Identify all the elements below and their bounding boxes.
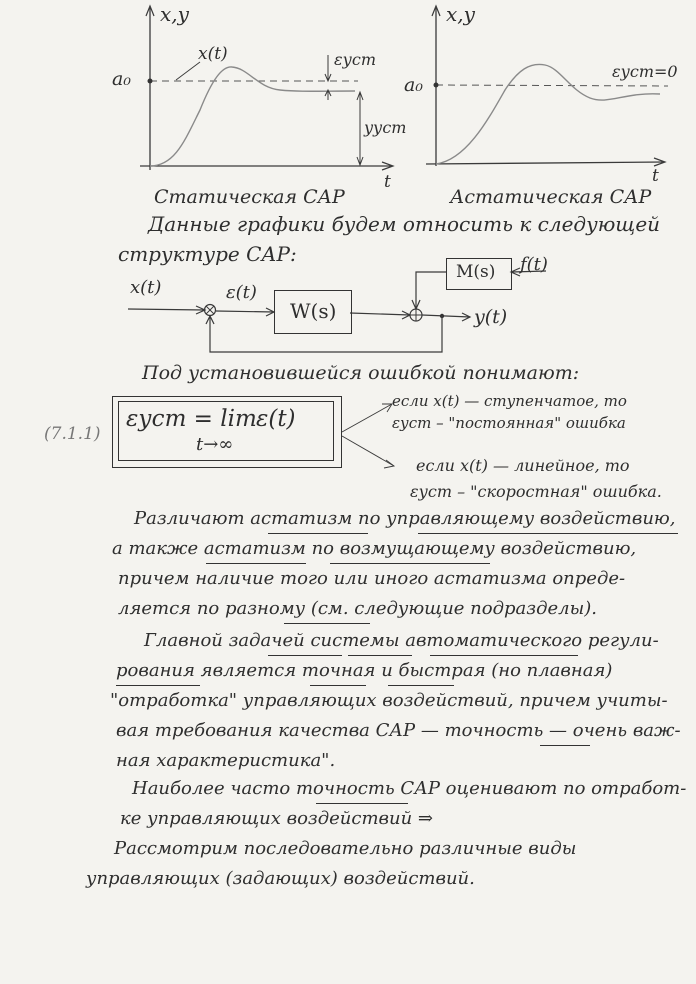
formula-rhs: ε(t) [256,406,296,432]
p2-line-4: вая требования качества САР — точность — очень важ- [116,720,681,741]
left-graph [140,6,393,170]
left-axis-y-label: x,y [160,2,189,26]
right-eps-label: εуст=0 [612,62,678,81]
left-axis-x-label: t [384,172,391,192]
disturbance-label: f(t) [520,254,548,275]
underline-automatic [430,655,578,656]
underline-precise [310,685,366,686]
intro-line-2: структуре САР: [118,242,297,266]
underline-accuracy [316,803,408,804]
left-eps-label: εуст [334,50,376,69]
output-label: y(t) [474,306,508,328]
underline-differently [284,623,370,624]
underline-disturbance [330,563,490,564]
equation-number: (7.1.1) [44,424,101,444]
left-caption: Статическая САР [154,186,345,208]
right-x-axis [426,162,664,164]
w-block-label: W(s) [290,299,337,323]
case1-line-1: если x(t) — ступенчатое, то [392,392,627,410]
underline-very [540,745,590,746]
underline-astatism-2 [206,563,306,564]
steady-error-intro: Под установившейся ошибкой понимают: [142,362,580,384]
w-output-line [350,313,410,315]
output-line [422,315,470,317]
left-a0-point [148,79,153,84]
right-axis-x-label: t [652,166,659,186]
p4-line-1: Рассмотрим последовательно различные виды [114,838,577,859]
case2-line-1: если x(t) — линейное, то [416,456,630,475]
error-line [216,311,274,312]
pointer-case1 [342,404,392,432]
p1-line-2: а также астатизм по возмущающему воздействию, [112,538,637,559]
intro-line-1: Данные графики будем относить к следующей [148,212,661,236]
p2-line-3: "отработка" управляющих воздействий, причем учиты- [110,690,668,711]
right-caption: Астатическая САР [450,186,652,208]
left-curve-label: x(t) [198,44,228,64]
right-a0-dashed-line [436,85,668,86]
input-label: x(t) [130,277,162,298]
left-a0-label: a₀ [112,68,131,90]
right-axis-y-label: x,y [446,2,475,26]
p1-line-4: ляется по разному (см. следующие подразделы). [118,598,598,619]
formula-limit-sub: t→∞ [196,434,234,455]
p4-line-2: управляющих (задающих) воздействий. [86,868,475,889]
left-curve-pointer [176,62,200,80]
p1-line-3: причем наличие того или иного астатизма опреде- [118,568,626,589]
m-output-line [416,272,446,309]
m-block-label: M(s) [456,262,496,282]
p2-line-2: рования является точная и быстрая (но плавная) [116,660,613,681]
p3-line-1: Наиболее часто точность САР оценивают по отработ- [132,778,687,799]
right-a0-point [434,83,439,88]
error-label: ε(t) [226,282,257,303]
underline-astatism-1 [268,533,368,534]
formula-pointers [342,404,394,468]
case2-line-2: εуст – "скоростная" ошибка. [410,482,662,501]
pointer-case2 [342,436,394,466]
p3-line-2: ке управляющих воздействий ⇒ [120,808,433,829]
right-a0-label: a₀ [404,74,423,96]
underline-task [268,655,342,656]
p1-line-1: Различают астатизм по управляющему воздействию, [134,508,676,529]
right-graph [426,6,668,166]
p2-line-5: ная характеристика". [116,750,336,771]
p2-line-1: Главной задачей системы автоматического регули- [144,630,659,651]
input-line [128,309,205,310]
underline-control-action [418,533,678,534]
underline-fast [388,685,454,686]
formula-lhs: εуст = lim [126,406,257,432]
case1-line-2: εуст – "постоянная" ошибка [392,414,626,432]
left-y-steady-label: yуст [364,118,407,137]
underline-system [348,655,412,656]
left-response-curve [150,67,355,166]
underline-regulation [116,685,200,686]
